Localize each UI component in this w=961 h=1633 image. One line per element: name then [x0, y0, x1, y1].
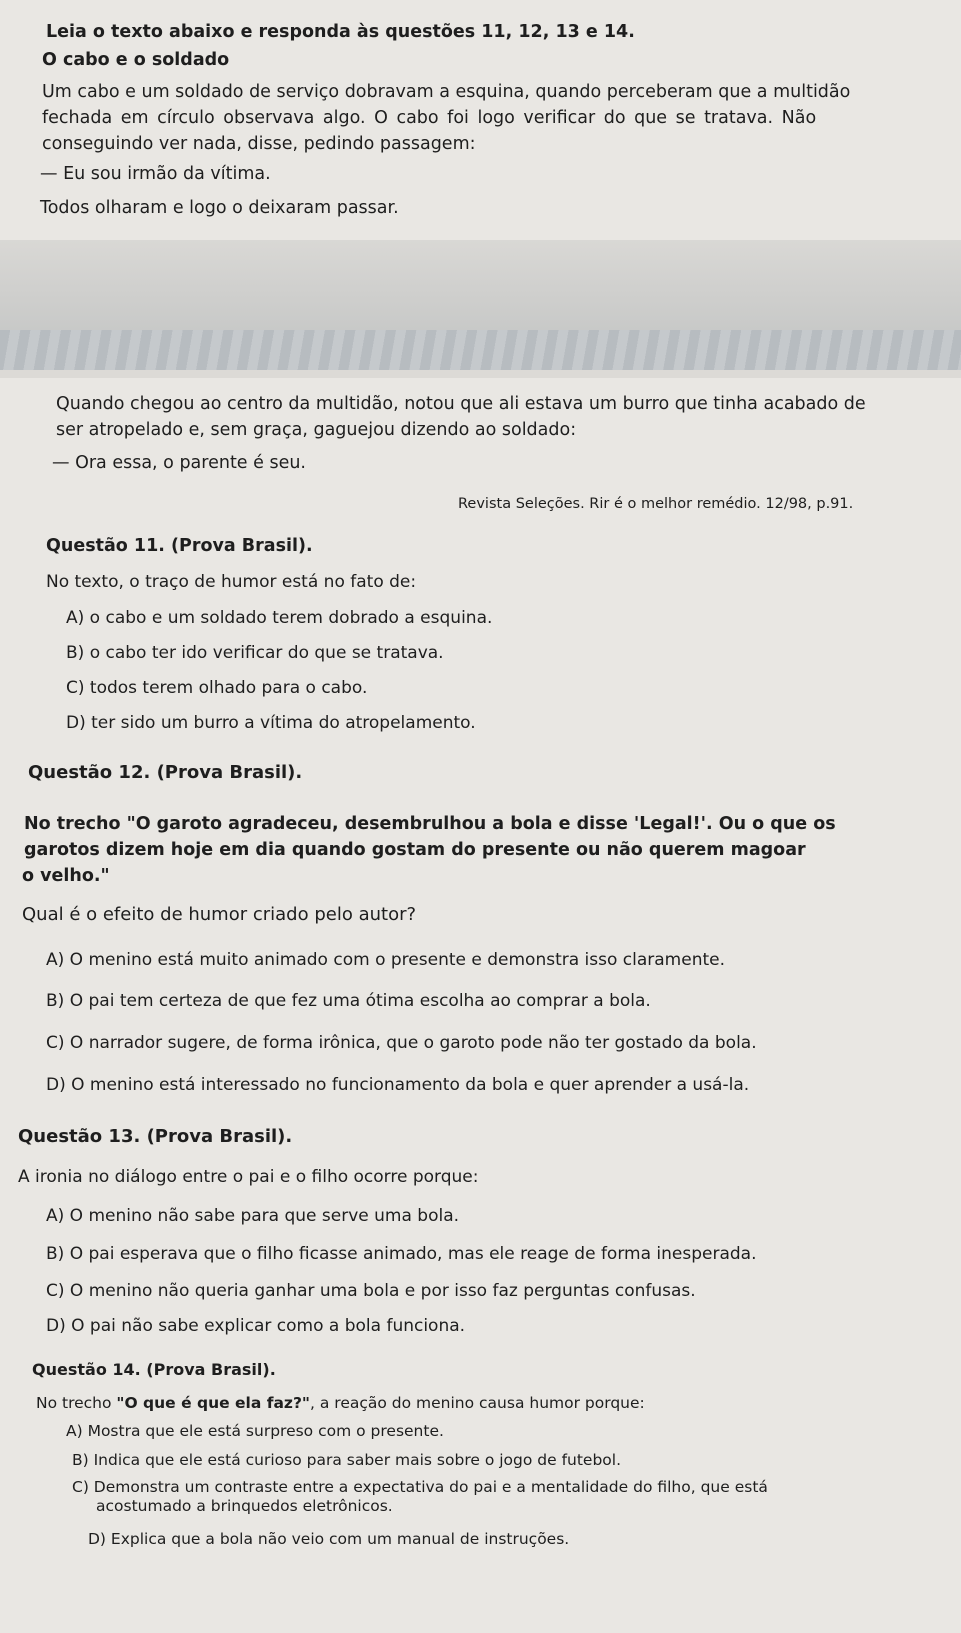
q12-option-b[interactable]: B) O pai tem certeza de que fez uma ótima escolha ao comprar a bola. — [46, 991, 651, 1011]
story-line: conseguindo ver nada, disse, pedindo passagem: — [42, 134, 476, 154]
q11-option-c[interactable]: C) todos terem olhado para o cabo. — [66, 678, 368, 698]
q11-option-b[interactable]: B) o cabo ter ido verificar do que se tratava. — [66, 643, 444, 663]
q12-stem: Qual é o efeito de humor criado pelo autor? — [22, 904, 417, 925]
q13-stem: A ironia no diálogo entre o pai e o filho ocorre porque: — [18, 1167, 479, 1187]
q11-title: Questão 11. (Prova Brasil). — [46, 536, 313, 556]
q14-title: Questão 14. (Prova Brasil). — [32, 1360, 276, 1379]
dialogue-line: — Eu sou irmão da vítima. — [40, 164, 271, 184]
q12-quote-line: o velho." — [22, 866, 110, 886]
q13-option-d[interactable]: D) O pai não sabe explicar como a bola funciona. — [46, 1316, 466, 1336]
q11-option-d[interactable]: D) ter sido um burro a vítima do atropelamento. — [66, 713, 476, 733]
story-title: O cabo e o soldado — [42, 50, 230, 70]
dialogue-line: — Ora essa, o parente é seu. — [52, 453, 306, 473]
story-line: Quando chegou ao centro da multidão, notou que ali estava um burro que tinha acabado de — [56, 394, 866, 414]
q14-option-a[interactable]: A) Mostra que ele está surpreso com o presente. — [66, 1422, 444, 1440]
q14-option-c-cont: acostumado a brinquedos eletrônicos. — [96, 1497, 393, 1515]
q14-option-d[interactable]: D) Explica que a bola não veio com um manual de instruções. — [88, 1530, 570, 1548]
q11-option-a[interactable]: A) o cabo e um soldado terem dobrado a esquina. — [66, 608, 493, 628]
instruction: Leia o texto abaixo e responda às questões 11, 12, 13 e 14. — [46, 22, 635, 42]
q12-title: Questão 12. (Prova Brasil). — [28, 762, 303, 783]
paper-fold — [0, 240, 961, 330]
q14-stem-prefix: No trecho — [36, 1394, 117, 1412]
paper-fold-shadow — [0, 330, 961, 370]
paper-fold-edge — [0, 370, 961, 378]
story-line: Todos olharam e logo o deixaram passar. — [40, 198, 399, 218]
q14-stem — [36, 1394, 645, 1412]
source-citation: Revista Seleções. Rir é o melhor remédio. 12/98, p.91. — [458, 496, 854, 512]
q14-option-c[interactable]: C) Demonstra um contraste entre a expectativa do pai e a mentalidade do filho, que está — [72, 1478, 768, 1496]
q12-option-d[interactable]: D) O menino está interessado no funcionamento da bola e quer aprender a usá-la. — [46, 1075, 750, 1095]
q14-stem-suffix: , a reação do menino causa humor porque: — [310, 1394, 645, 1412]
q13-option-b[interactable]: B) O pai esperava que o filho ficasse animado, mas ele reage de forma inesperada. — [46, 1244, 757, 1264]
story-line: fechada em círculo observava algo. O cabo foi logo verificar do que se tratava. Não — [42, 108, 817, 128]
q13-option-c[interactable]: C) O menino não queria ganhar uma bola e por isso faz perguntas confusas. — [46, 1281, 696, 1301]
q13-title: Questão 13. (Prova Brasil). — [18, 1126, 293, 1147]
q14-stem-quote: "O que é que ela faz?" — [116, 1394, 311, 1412]
q12-quote-line: No trecho "O garoto agradeceu, desembrulhou a bola e disse 'Legal!'. Ou o que os — [24, 814, 836, 834]
q13-option-a[interactable]: A) O menino não sabe para que serve uma bola. — [46, 1206, 460, 1226]
story-line: ser atropelado e, sem graça, gaguejou dizendo ao soldado: — [56, 420, 577, 440]
q14-option-b[interactable]: B) Indica que ele está curioso para saber mais sobre o jogo de futebol. — [72, 1451, 622, 1469]
q11-stem: No texto, o traço de humor está no fato de: — [46, 572, 417, 592]
q12-option-a[interactable]: A) O menino está muito animado com o presente e demonstra isso claramente. — [46, 950, 726, 970]
q12-quote-line: garotos dizem hoje em dia quando gostam do presente ou não querem magoar — [24, 840, 806, 860]
story-line: Um cabo e um soldado de serviço dobravam a esquina, quando perceberam que a multidão — [42, 82, 851, 102]
q12-option-c[interactable]: C) O narrador sugere, de forma irônica, que o garoto pode não ter gostado da bola. — [46, 1033, 757, 1053]
